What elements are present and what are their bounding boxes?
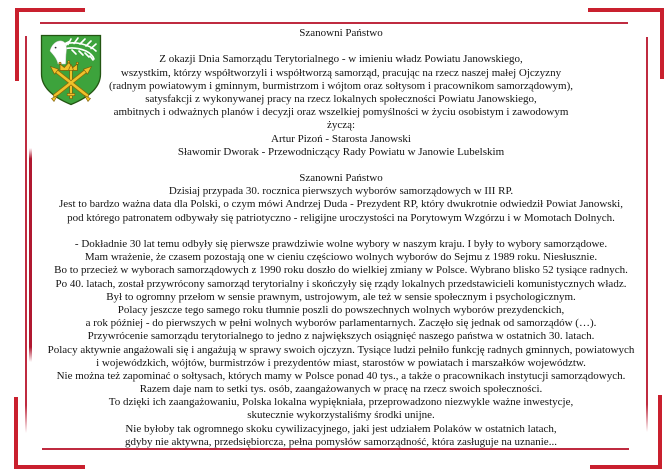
frame-line-right	[646, 37, 648, 432]
text-line: ambitnych i odważnych planów i decyzji oraz wszelkiej pomyślności w życiu osobistym i zawodowym	[113, 106, 569, 119]
letter-content	[36, 27, 646, 449]
text-line: Jest to bardzo ważna data dla Polski, o czym mówi Andrzej Duda - Prezydent RP, który dwukrotnie odwiedził Powiat Janowski,	[59, 198, 623, 211]
text-line: To dzięki ich zaangażowaniu, Polska lokalna wypiękniała, przeprowadzono niezwykle ważne inwestycje,	[108, 396, 574, 409]
salutation-first: Szanowni Państwo	[299, 27, 383, 39]
paragraph-gap	[36, 225, 646, 238]
text-line: Bo to przecież w wyborach samorządowych z 1990 roku doszło do wielkiej zmiany w Polsce. Wybrano blisko 52 tysiące radnych.	[54, 264, 628, 277]
paragraph-gap	[36, 40, 646, 53]
text-line: - Dokładnie 30 lat temu odbyły się pierwsze prawdziwie wolne wybory w naszym kraju. I były to wybory samorządowe.	[74, 238, 608, 250]
text-line: skutecznie wykorzystaliśmy środki unijne.	[247, 409, 435, 422]
text-line: Był to ogromny przełom w sensie prawnym, ustrojowym, ale też w sensie społecznym i psychologicznym.	[106, 290, 576, 303]
text-line: Razem daje nam to setki tys. osób, zaangażowanych w pracę na rzecz swoich społeczności.	[139, 383, 543, 396]
text-line: wszystkim, którzy współtworzyli i współtworzą samorząd, pracując na rzecz naszej małej Ojczyzny	[120, 66, 562, 79]
signature-lines	[36, 133, 646, 159]
intro-paragraph	[36, 53, 646, 132]
frame-line-left	[25, 36, 27, 433]
text-line: Polacy aktywnie angażowali się i angażują w sprawy swoich ojczyzn. Tysiące ludzi pełniło funkcję radnych gminnych, powiatowych	[47, 343, 635, 356]
text-line: Z okazji Dnia Samorządu Terytorialnego - w imieniu władz Powiatu Janowskiego,	[159, 53, 523, 66]
text-line: gdyby nie aktywna, przedsiębiorcza, pełna pomysłów samorządność, która zasługuje na uznanie...	[125, 435, 557, 448]
text-line: Mam wrażenie, że czasem pozostają one w cieniu częściowo wolnych wyborów do Sejmu z 1989 roku. Niesłusznie.	[84, 251, 598, 264]
text-line: pod którego patronatem odbywały się patriotyczno - religijne uroczystości na Porytowym Wzgórzu i w Momotach Dolnych.	[67, 211, 615, 224]
text-line: i wojewódzkich, wójtów, burmistrzów i prezydentów miast, starostów w powiatach i marszałków województw.	[96, 356, 586, 369]
paragraph-gap	[36, 159, 646, 172]
text-line: Nie można też zapominać o sołtysach, których mamy w Polsce ponad 40 tys., a także o pracownikach instytucji samorządowych.	[56, 369, 626, 382]
text-line: życzą:	[326, 119, 356, 132]
frame-line-top	[40, 22, 628, 24]
text-line: Sławomir Dworak - Przewodniczący Rady Powiatu w Janowie Lubelskim	[177, 145, 505, 158]
quote-paragraph	[36, 238, 646, 449]
text-line: Artur Pizoń - Starosta Janowski	[271, 132, 411, 145]
salutation-second: Szanowni Państwo	[299, 172, 383, 185]
frame-line-left-accent	[29, 148, 32, 362]
text-line: Dzisiaj przypada 30. rocznica pierwszych wyborów samorządowych w III RP.	[168, 185, 514, 198]
text-line: Przywrócenie samorządu terytorialnego to jedno z największych osiągnięć naszego państwa w ostatnich 30. latach.	[87, 330, 595, 343]
text-line: satysfakcji z wykonywanej pracy na rzecz lokalnych społeczności Powiatu Janowskiego,	[145, 92, 537, 105]
text-line: (radnym powiatowym i gminnym, burmistrzom i wójtom oraz sołtysom i pracownikom samorządowym),	[108, 79, 574, 92]
text-line: Nie byłoby tak ogromnego skoku cywilizacyjnego, jaki jest udziałem Polaków w ostatnich latach,	[125, 422, 557, 435]
anniversary-paragraph	[36, 185, 646, 225]
text-line: Polacy jeszcze tego samego roku tłumnie poszli do powszechnych wolnych wyborów prezydenckich,	[117, 303, 565, 316]
text-line: a rok później - do pierwszych w pełni wolnych wyborów parlamentarnych. Zaczęło się jednak od samorządów (…).	[85, 317, 597, 330]
text-line: Po 40. latach, został przywrócony samorząd terytorialny i skończyły się rządy lokalnych przedstawicieli komunistycznych władz.	[55, 277, 627, 290]
